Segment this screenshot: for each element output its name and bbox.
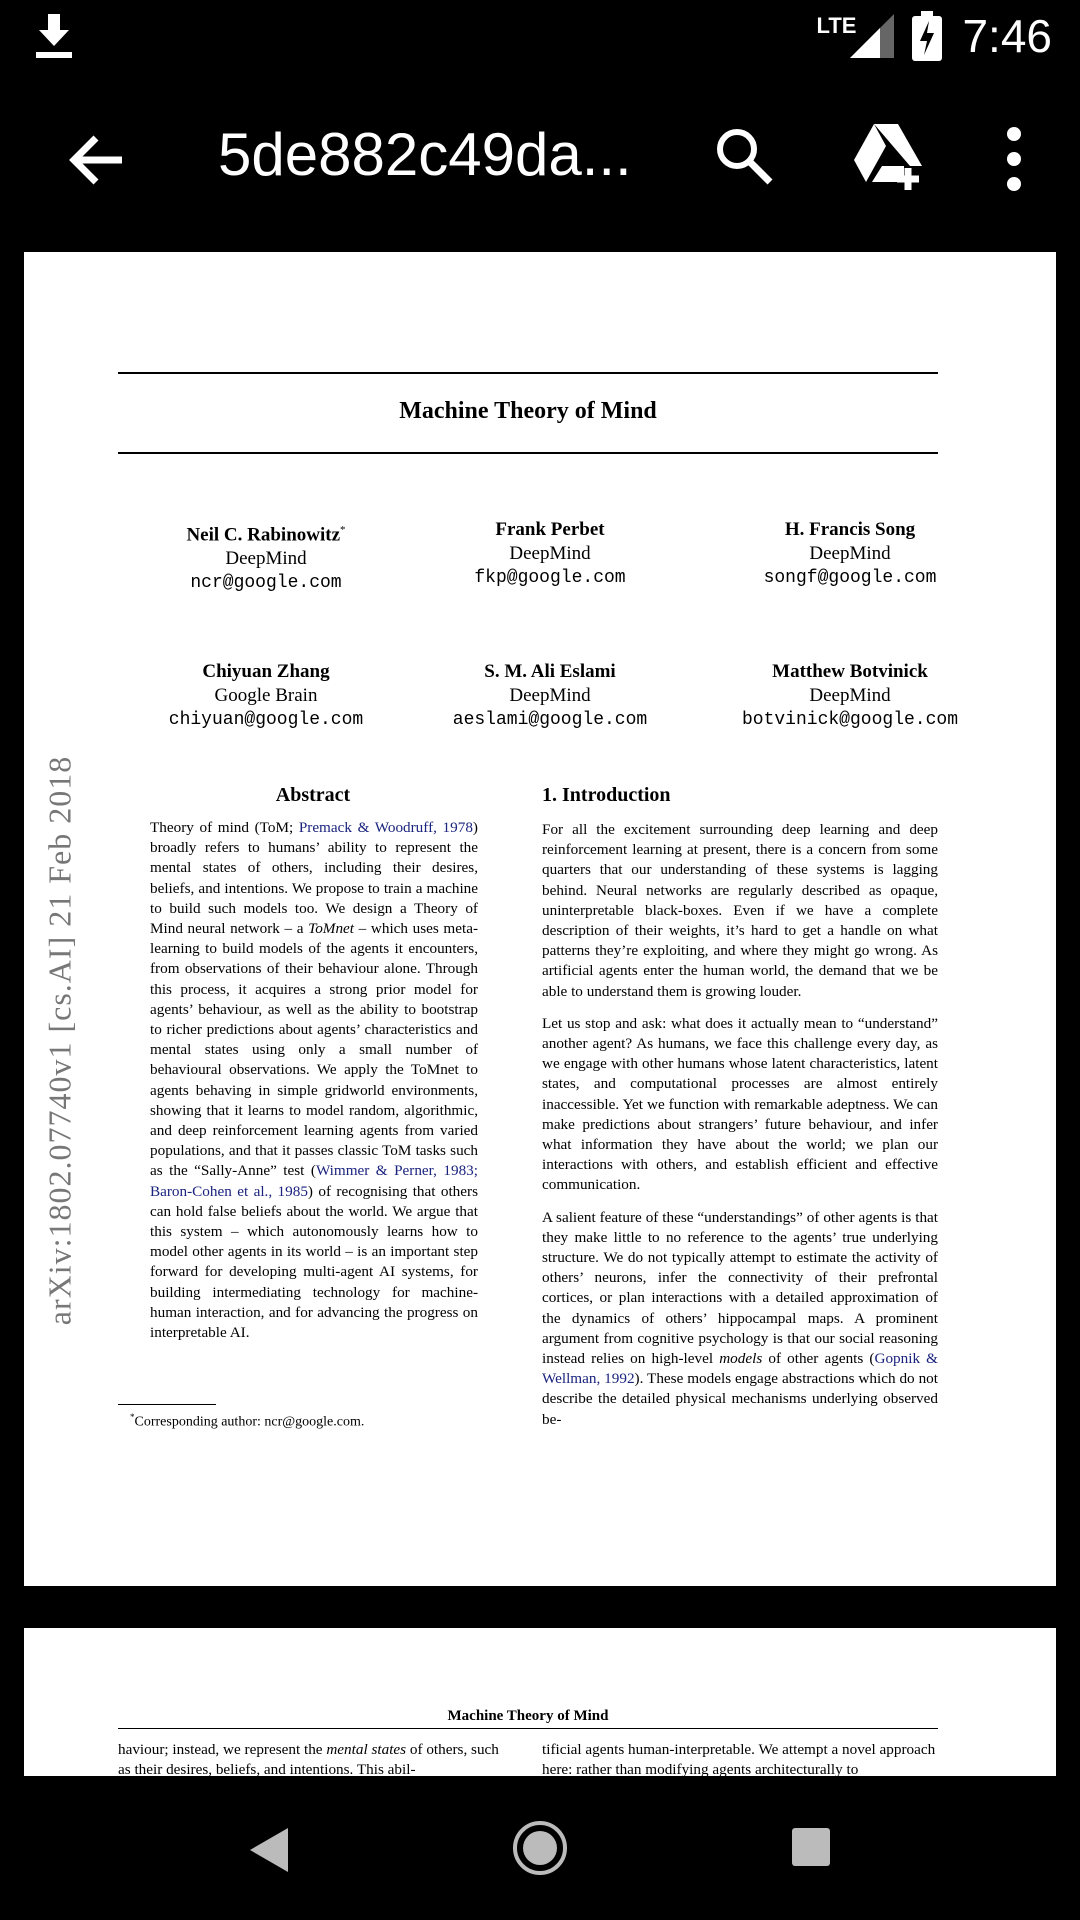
- footnote-mark: *: [130, 1412, 135, 1422]
- text: of other agents (: [762, 1350, 875, 1368]
- emphasis: mental states: [326, 1741, 407, 1758]
- author-email: aeslami@google.com: [452, 710, 648, 730]
- abstract-text: [150, 818, 478, 1355]
- pdf-page-2[interactable]: [24, 1628, 1056, 1776]
- author-email: botvinick@google.com: [741, 710, 959, 730]
- author-4: [106, 660, 426, 732]
- author-1: [106, 518, 426, 595]
- clock: 7:46: [962, 10, 1052, 62]
- author-affiliation: DeepMind: [225, 548, 307, 570]
- header-rule: [118, 1728, 938, 1729]
- introduction-text: [542, 820, 938, 1442]
- footnote: [130, 1412, 364, 1431]
- author-email: fkp@google.com: [474, 568, 626, 588]
- author-affiliation: DeepMind: [809, 685, 891, 706]
- author-affiliation: DeepMind: [509, 685, 591, 706]
- paper-title: Machine Theory of Mind: [399, 398, 657, 424]
- author-email: chiyuan@google.com: [168, 710, 364, 730]
- nav-home-icon[interactable]: [512, 1820, 568, 1876]
- paragraph: Let us stop and ask: what does it actually mean to “understand” another agent? As humans, we face this challenge every day, as we engage with other humans whose latent characteristics, latent states, and computational processes are almost entirely inaccessible. Yet we function with remarkable adeptness. We can make predictions about strangers’ future behaviour, and infer what information they have about the world; we plan our interactions with others, and establish efficient and effective communication.: [542, 1014, 938, 1194]
- network-type: LTE: [816, 13, 857, 38]
- author-affiliation: DeepMind: [809, 543, 891, 564]
- right-column-text: tificial agents human-interpretable. We attempt a novel approach here: rather than modifying agents architecturally to: [542, 1741, 936, 1776]
- footnote-rule: [118, 1404, 216, 1405]
- nav-back-icon[interactable]: [248, 1826, 290, 1874]
- nav-recents-icon[interactable]: [792, 1828, 830, 1866]
- document-title: 5de882c49da...: [218, 121, 632, 188]
- paragraph: For all the excitement surrounding deep learning and deep reinforcement learning at present, there is a concern from some quarters that our understanding of these systems is lagging behind. Neural networks are regularly described as opaque, uninterpretable black-boxes. Even if we have a complete description of their weights, it’s hard to get a handle on what patterns they’re exploiting, and where they might go wrong. As artificial agents enter the human world, the demand that we be able to understand them is growing louder.: [542, 821, 938, 1000]
- emphasis: models: [719, 1350, 763, 1368]
- back-arrow-icon[interactable]: [66, 130, 126, 190]
- running-header: Machine Theory of Mind: [447, 1708, 609, 1724]
- download-icon: [36, 14, 72, 60]
- citation-link[interactable]: Wimmer & Perner, 1983: [315, 1162, 474, 1180]
- citation-link[interactable]: Gopnik & Wellman, 1992: [542, 1350, 938, 1388]
- author-name: Frank Perbet: [495, 519, 605, 540]
- pdf-page-1[interactable]: [24, 252, 1056, 1586]
- more-options-icon[interactable]: [1000, 126, 1028, 192]
- title-rule-bottom: [118, 452, 938, 454]
- paragraph: [542, 1208, 938, 1430]
- status-bar: [0, 0, 1080, 72]
- author-affiliation: DeepMind: [509, 543, 591, 564]
- author-6: [690, 660, 1010, 732]
- text: ;: [473, 1162, 478, 1180]
- author-3: [690, 518, 1010, 590]
- citation-link[interactable]: Baron-Cohen et al., 1985: [150, 1182, 308, 1200]
- app-toolbar: [0, 72, 1080, 252]
- title-rule-top: [118, 372, 938, 374]
- author-email: songf@google.com: [763, 568, 937, 588]
- text: haviour; instead, we represent the: [118, 1741, 327, 1758]
- emphasis: ToMnet: [308, 920, 355, 938]
- navigation-bar: [0, 1776, 1080, 1920]
- signal-icon: [850, 14, 894, 58]
- author-name: Chiyuan Zhang: [202, 661, 330, 682]
- author-2: [390, 518, 710, 590]
- arxiv-stamp: arXiv:1802.07740v1 [cs.AI] 21 Feb 2018: [41, 755, 78, 1326]
- text: ). These models engage abstractions which do not describe the detailed physical mechanisms underlying observed be-: [542, 1370, 938, 1428]
- text: ) of recognising that others can hold false beliefs about the world. We argue that this system – which autonomously learns how to model other agents in its world – is an important step forward for developing multi-agent AI systems, for building intermediating technology for machine-human interaction, and for advancing the progress on interpretable AI.: [150, 1182, 478, 1342]
- text: A salient feature of these “understandings” of other agents is that they make little to no reference to the agents’ true underlying structure. We do not typically attempt to estimate the activity of others’ neurons, infer the connectivity of their prefrontal cortices, or plan interactions with a detailed approximation of the dynamics of others’ hippocampal maps. A prominent argument from cognitive psychology is that our social reasoning instead relies on high-level: [542, 1208, 938, 1368]
- text: Theory of mind (ToM;: [150, 819, 299, 836]
- author-name: S. M. Ali Eslami: [484, 661, 616, 682]
- left-column-text: [118, 1740, 512, 1776]
- text: – which uses meta-learning to build models of the agents it encounters, from observations of their behaviour alone. Through this process, it acquires a strong prior model for agents’ behaviour, as well as the ability to bootstrap to richer predictions about agents’ characteristics and mental states using only a small number of behavioural observations. We apply the ToMnet to agents behaving in simple gridworld environments, showing that it learns to model random, algorithmic, and deep reinforcement learning agents from varied populations, and that it passes classic ToM tasks such as the “Sally-Anne” test (: [150, 920, 479, 1180]
- abstract-heading: Abstract: [275, 784, 351, 806]
- author-5: [390, 660, 710, 732]
- author-name: H. Francis Song: [784, 519, 916, 540]
- text: of others, such as their desires, beliefs, and intentions. This abil-: [118, 1741, 499, 1776]
- text: ) broadly refers to humans’ ability to represent the mental states of others, including their desires, beliefs, and intentions. We propose to train a machine to build such models too. We design a Theory of Mind neural network – a: [150, 819, 478, 938]
- footnote-text: Corresponding author: ncr@google.com.: [134, 1414, 365, 1430]
- introduction-heading: 1. Introduction: [542, 784, 671, 806]
- author-name: Neil C. Rabinowitz: [186, 524, 341, 546]
- search-icon[interactable]: [714, 126, 774, 186]
- add-to-drive-icon[interactable]: [852, 120, 924, 192]
- author-mark: *: [340, 524, 346, 536]
- author-affiliation: Google Brain: [214, 685, 318, 706]
- citation-link[interactable]: Premack & Woodruff, 1978: [298, 819, 473, 836]
- battery-charging-icon: [912, 11, 942, 61]
- author-name: Matthew Botvinick: [772, 661, 928, 682]
- author-email: ncr@google.com: [190, 573, 342, 594]
